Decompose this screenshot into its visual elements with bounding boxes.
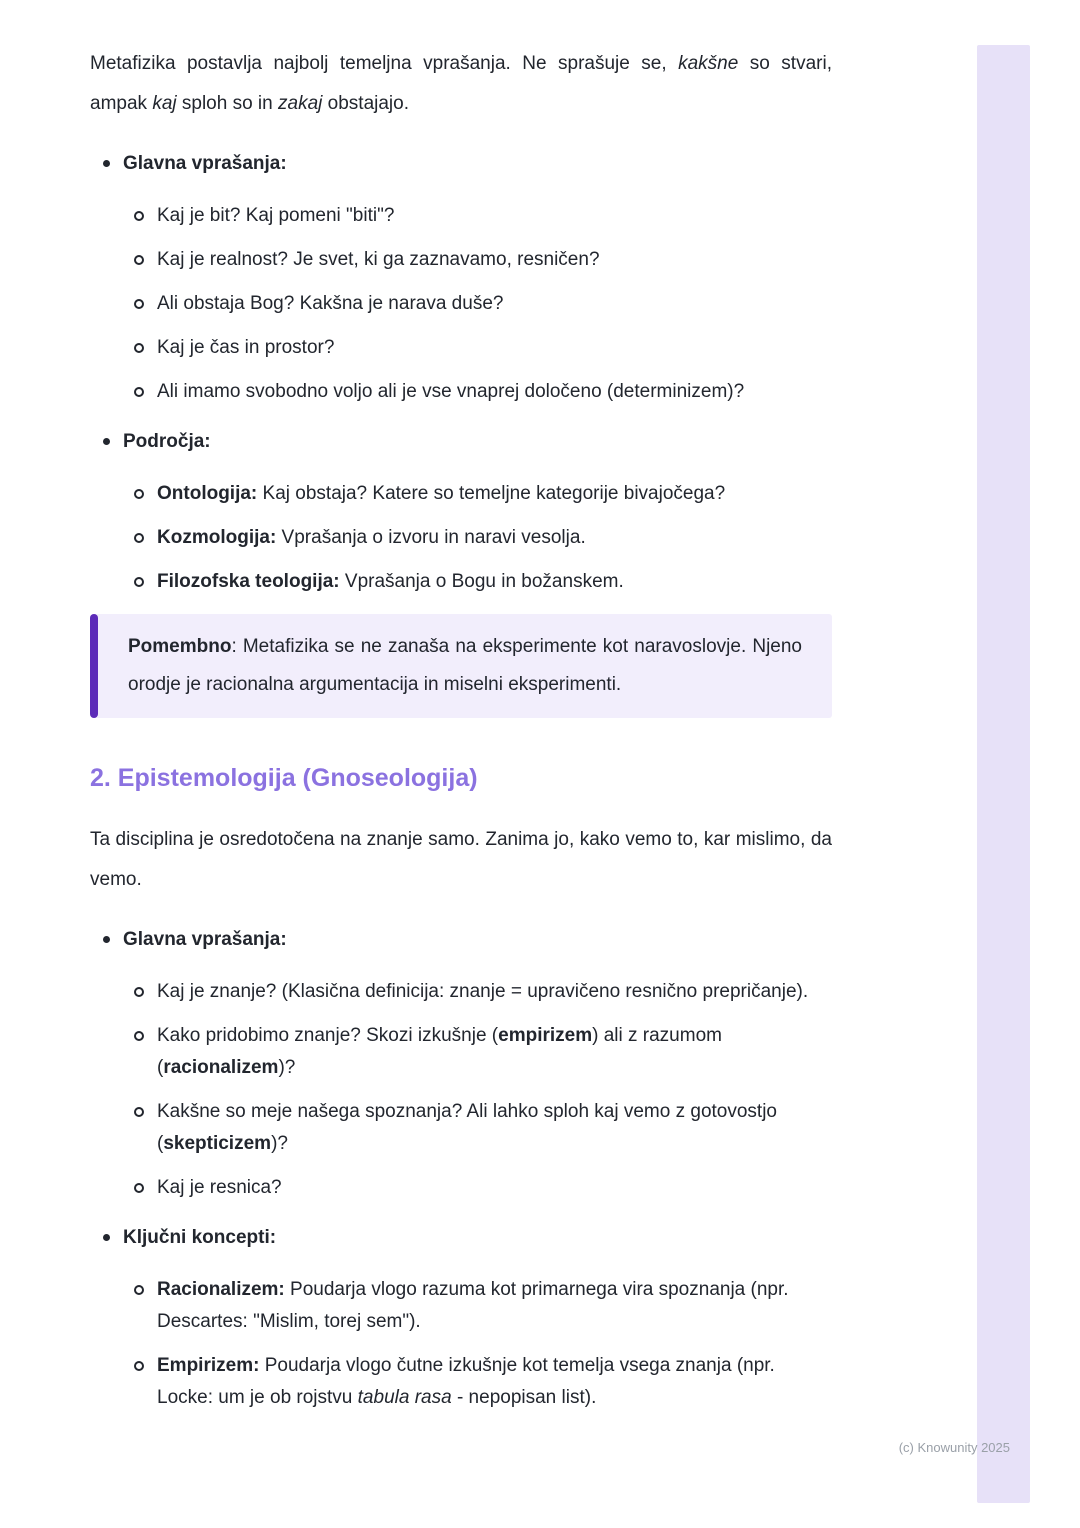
text-segment: - nepopisan list). bbox=[451, 1387, 597, 1408]
callout-box bbox=[90, 614, 832, 718]
document-content bbox=[90, 44, 832, 1426]
list-item bbox=[123, 244, 832, 276]
text-segment: Kaj je bit? Kaj pomeni "biti"? bbox=[157, 205, 395, 226]
text-segment: Vprašanja o Bogu in božanskem. bbox=[339, 571, 624, 592]
text-segment: kakšne bbox=[678, 53, 739, 74]
group-label: Področja: bbox=[123, 431, 211, 452]
text-segment: obstajajo. bbox=[322, 93, 409, 114]
epistemologija-intro-paragraph bbox=[90, 820, 832, 900]
group-label: Glavna vprašanja: bbox=[123, 929, 287, 950]
text-segment: Kakšne so meje našega spoznanja? Ali lahko sploh kaj vemo z gotovostjo ( bbox=[157, 1101, 777, 1154]
list-group-glavna-vprasanja bbox=[90, 924, 832, 1204]
text-segment: Metafizika postavlja najbolj temeljna vprašanja. Ne sprašuje se, bbox=[90, 53, 679, 74]
text-segment: Empirizem: bbox=[157, 1355, 260, 1376]
list-item bbox=[123, 1172, 832, 1204]
list-item bbox=[123, 1350, 832, 1414]
list-group-podrocja bbox=[90, 426, 832, 598]
callout-accent-bar bbox=[90, 614, 98, 718]
list-item bbox=[123, 1274, 832, 1338]
callout-text bbox=[128, 628, 802, 704]
list-item bbox=[123, 332, 832, 364]
text-segment: Ali obstaja Bog? Kakšna je narava duše? bbox=[157, 293, 504, 314]
text-segment: Kaj je realnost? Je svet, ki ga zaznavamo, resničen? bbox=[157, 249, 600, 270]
text-segment: racionalizem bbox=[163, 1057, 279, 1078]
section-heading-epistemologija: 2. Epistemologija (Gnoseologija) bbox=[90, 764, 478, 792]
text-segment: Kaj je čas in prostor? bbox=[157, 337, 335, 358]
text-segment: skepticizem bbox=[163, 1133, 272, 1154]
text-segment: tabula rasa bbox=[357, 1387, 452, 1408]
text-segment: Ta disciplina je osredotočena na znanje samo. Zanima jo, kako vemo to, kar mislimo, da vemo. bbox=[90, 829, 832, 890]
text-segment: Kako pridobimo znanje? Skozi izkušnje ( bbox=[157, 1025, 499, 1046]
list-item bbox=[123, 376, 832, 408]
epistemologija-list bbox=[90, 924, 832, 1414]
text-segment: zakaj bbox=[278, 93, 323, 114]
list-item bbox=[123, 566, 832, 598]
text-segment: Poudarja vlogo čutne izkušnje kot temelja vsega znanja (npr. Locke: um je ob rojstvu bbox=[157, 1355, 775, 1408]
group-label: Glavna vprašanja: bbox=[123, 153, 287, 174]
text-segment: Poudarja vlogo razuma kot primarnega vira spoznanja (npr. Descartes: "Mislim, torej sem"). bbox=[157, 1279, 789, 1332]
text-segment: )? bbox=[278, 1057, 296, 1078]
sub-list bbox=[123, 1274, 832, 1414]
sub-list bbox=[123, 200, 832, 408]
list-group-kljucni-koncepti bbox=[90, 1222, 832, 1414]
list-group-glavna-vprasanja bbox=[90, 148, 832, 408]
text-segment: Pomembno bbox=[128, 636, 232, 657]
list-item bbox=[123, 976, 832, 1008]
metafizika-intro-paragraph bbox=[90, 44, 832, 124]
list-item bbox=[123, 1020, 832, 1084]
list-item bbox=[123, 1096, 832, 1160]
group-label: Ključni koncepti: bbox=[123, 1227, 277, 1248]
text-segment: sploh so in bbox=[176, 93, 279, 114]
text-segment: Vprašanja o izvoru in naravi vesolja. bbox=[276, 527, 586, 548]
text-segment: Filozofska teologija: bbox=[157, 571, 340, 592]
page-edge-strip bbox=[977, 45, 1030, 1503]
text-segment: Kaj je resnica? bbox=[157, 1177, 282, 1198]
text-segment: ) ali z razumom ( bbox=[157, 1025, 722, 1078]
sub-list bbox=[123, 478, 832, 598]
text-segment: )? bbox=[271, 1133, 288, 1154]
copyright-note: (c) Knowunity 2025 bbox=[898, 1440, 1010, 1455]
text-segment: Racionalizem: bbox=[157, 1279, 285, 1300]
list-item bbox=[123, 200, 832, 232]
list-item bbox=[123, 288, 832, 320]
metafizika-list bbox=[90, 148, 832, 598]
text-segment: so stvari, ampak bbox=[90, 53, 832, 114]
text-segment: Ontologija: bbox=[157, 483, 258, 504]
text-segment: : Metafizika se ne zanaša na eksperimente kot naravoslovje. Njeno orodje je racionalna argumentacija in miselni eksperimenti. bbox=[128, 636, 802, 695]
list-item bbox=[123, 478, 832, 510]
text-segment: Kaj je znanje? (Klasična definicija: znanje = upravičeno resnično prepričanje). bbox=[157, 981, 809, 1002]
text-segment: kaj bbox=[152, 93, 177, 114]
text-segment: empirizem bbox=[498, 1025, 593, 1046]
text-segment: Kaj obstaja? Katere so temeljne kategorije bivajočega? bbox=[257, 483, 726, 504]
list-item bbox=[123, 522, 832, 554]
text-segment: Ali imamo svobodno voljo ali je vse vnaprej določeno (determinizem)? bbox=[157, 381, 745, 402]
sub-list bbox=[123, 976, 832, 1204]
text-segment: Kozmologija: bbox=[157, 527, 277, 548]
